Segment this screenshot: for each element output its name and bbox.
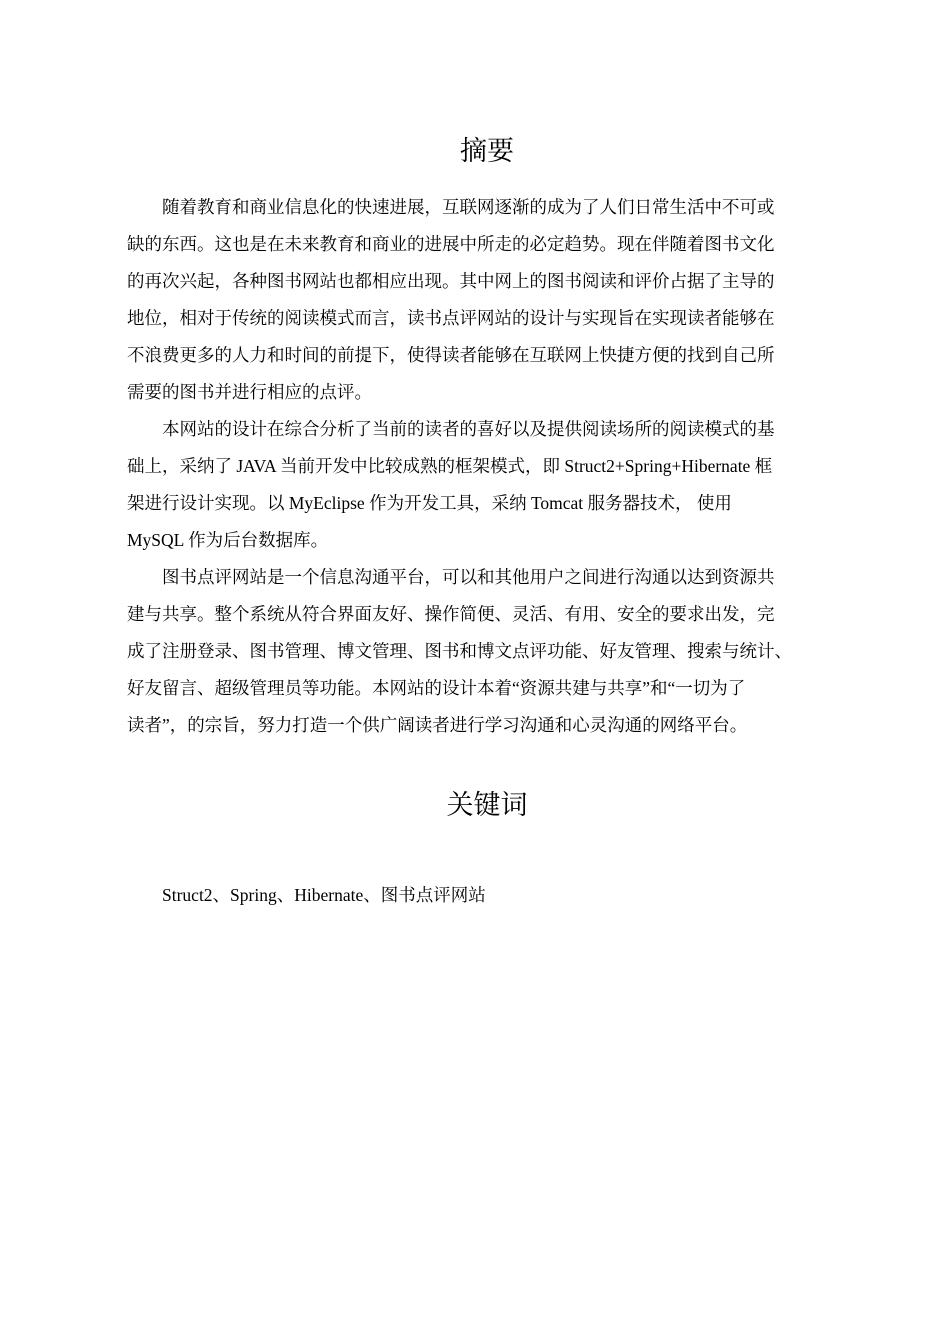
paragraph-line: 本网站的设计在综合分析了当前的读者的喜好以及提供阅读场所的阅读模式的基 (162, 419, 775, 439)
paragraph-line: 随着教育和商业信息化的快速进展，互联网逐渐的成为了人们日常生活中不可或 (162, 197, 775, 217)
paragraph-line: 建与共享。整个系统从符合界面友好、操作简便、灵活、有用、安全的要求出发，完 (127, 604, 775, 625)
keywords-text: Struct2、Spring、Hibernate、图书点评网站 (162, 885, 486, 905)
paragraph-line: 需要的图书并进行相应的点评。 (127, 382, 372, 403)
paragraph-line: 地位，相对于传统的阅读模式而言，读书点评网站的设计与实现旨在实现读者能够在 (127, 308, 775, 329)
abstract-paragraph-3 (127, 559, 857, 744)
abstract-paragraph-2 (127, 411, 857, 559)
paragraph-line: 不浪费更多的人力和时间的前提下，使得读者能够在互联网上快捷方便的找到自己所 (127, 345, 775, 366)
abstract-paragraph-1 (127, 189, 857, 412)
abstract-title: 摘要 (460, 136, 514, 167)
paragraph-line: 读者”，的宗旨，努力打造一个供广阔读者进行学习沟通和心灵沟通的网络平台。 (127, 715, 748, 736)
paragraph-line: 好友留言、超级管理员等功能。本网站的设计本着“资源共建与共享”和“一切为了 (127, 678, 746, 699)
keywords-title: 关键词 (446, 790, 528, 821)
paragraph-line: 成了注册登录、图书管理、博文管理、图书和博文点评功能、好友管理、搜索与统计、 (127, 641, 792, 662)
paragraph-line: 缺的东西。这也是在未来教育和商业的进展中所走的必定趋势。现在伴随着图书文化 (127, 234, 775, 255)
paragraph-line: 图书点评网站是一个信息沟通平台，可以和其他用户之间进行沟通以达到资源共 (162, 567, 775, 587)
paragraph-line: 架进行设计实现。以 MyEclipse 作为开发工具，采纳 Tomcat 服务器技术， 使用 (127, 493, 732, 514)
paragraph-line: MySQL 作为后台数据库。 (127, 530, 329, 551)
paragraph-line: 础上，采纳了 JAVA 当前开发中比较成熟的框架模式，即 Struct2+Spring+Hibernate 框 (127, 456, 773, 477)
paragraph-line: 的再次兴起，各种图书网站也都相应出现。其中网上的图书阅读和评价占据了主导的 (127, 271, 775, 292)
